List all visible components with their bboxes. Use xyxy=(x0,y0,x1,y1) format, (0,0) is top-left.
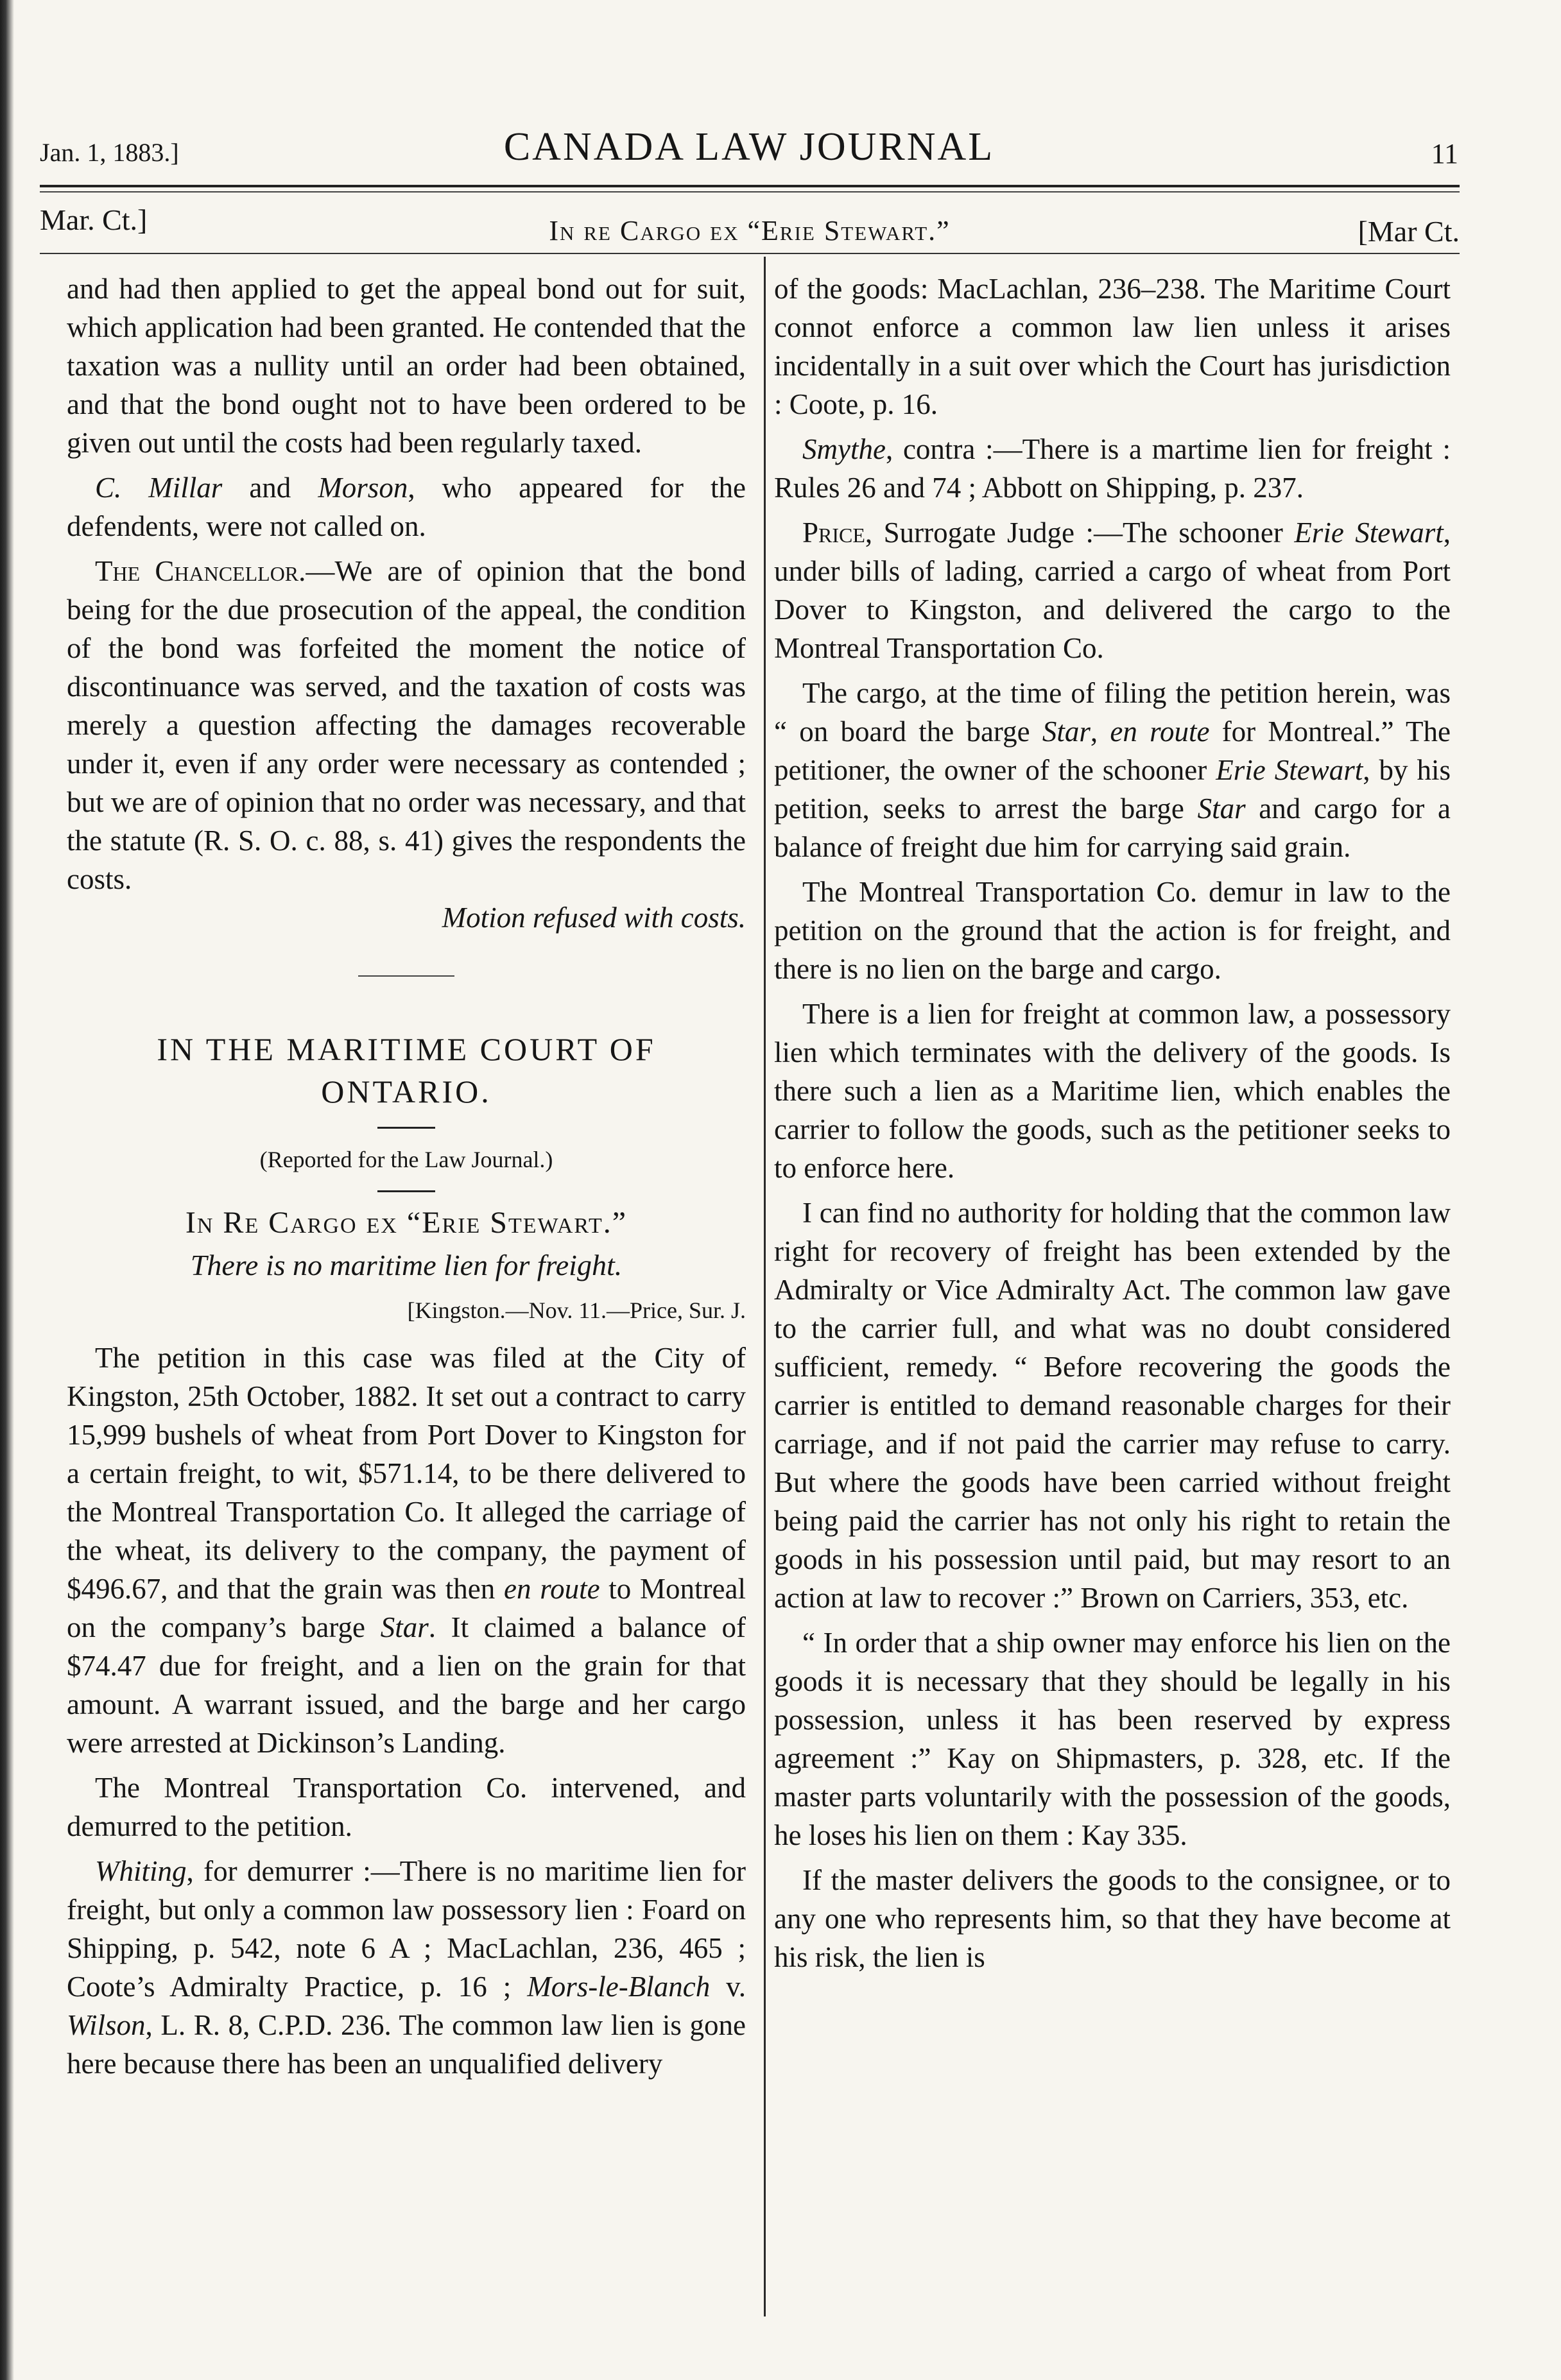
disposition: Motion refused with costs. xyxy=(442,902,746,934)
short-rule xyxy=(377,1190,435,1192)
right-column xyxy=(774,270,1451,1983)
paragraph: Smythe, contra :—There is a martime lien for freight : Rules 26 and 74 ; Abbott on Shipping, p. 237. xyxy=(774,433,1451,504)
paragraph: “ In order that a ship owner may enforce his lien on the goods it is necessary that they should be legally in his possession, unless it has been reserved by express agreement :” Kay on Shipmasters, p. 328, etc. If the master parts voluntarily with the possession of the goods, he loses his lien on them : Kay 335. xyxy=(774,1627,1451,1851)
judge-name: The Chancellor. xyxy=(95,555,306,587)
binding-edge xyxy=(0,0,14,2380)
counsel-name: C. Millar xyxy=(95,472,223,504)
counsel-name: Smythe xyxy=(802,433,886,465)
counsel-name: Morson xyxy=(318,472,408,504)
section-header-right: [Mar Ct. xyxy=(1358,215,1460,248)
court-heading: IN THE MARITIME COURT OF ONTARIO. xyxy=(157,1031,656,1109)
short-rule xyxy=(377,1127,435,1129)
section-header xyxy=(40,198,1460,249)
paragraph: C. Millar and Morson, who appeared for the defendents, were not called on. xyxy=(67,472,746,542)
paragraph: and had then applied to get the appeal bond out for suit, which application had been granted. He contended that the taxation was a nullity until an order had been obtained, and that the bond ought not to have been ordered to be given out until the costs had been regularly taxed. xyxy=(67,273,746,459)
counsel-name: Whiting xyxy=(95,1855,187,1887)
reported-note: (Reported for the Law Journal.) xyxy=(259,1147,553,1172)
paragraph: The Montreal Transportation Co. intervened, and demurred to the petition. xyxy=(67,1772,746,1842)
paragraph: Price, Surrogate Judge :—The schooner Erie Stewart, under bills of lading, carried a cargo of wheat from Port Dover to Kingston, and delivered the cargo to the Montreal Transportation Co. xyxy=(774,517,1451,664)
section-header-left: Mar. Ct.] xyxy=(40,203,148,236)
header-rule xyxy=(40,185,1460,187)
journal-title: CANADA LAW JOURNAL xyxy=(503,125,995,169)
section-header-center: In re Cargo ex “Erie Stewart.” xyxy=(549,215,951,246)
paragraph: There is a lien for freight at common law, a possessory lien which terminates with the delivery of the goods. Is there such a lien as a Maritime lien, which enables the carrier to follow the goods, such as the petitioner seeks to to enforce here. xyxy=(774,998,1451,1184)
section-rule xyxy=(40,253,1460,254)
running-head xyxy=(40,121,1458,178)
paragraph: Whiting, for demurrer :—There is no maritime lien for freight, but only a common law possessory lien : Foard on Shipping, p. 542, note 6 A ; MacLachlan, 236, 465 ; Coote’s Admiralty Practice, p. 16 ; Mors-le-Blanch v. Wilson, L. R. 8, C.P.D. 236. The common law lien is gone here because there has been an unqualified delivery xyxy=(67,1855,746,2080)
syllabus: There is no maritime lien for freight. xyxy=(190,1249,623,1281)
paragraph: of the goods: MacLachlan, 236–238. The Maritime Court connot enforce a common law lien unless it arises incidentally in a suit over which the Court has jurisdiction : Coote, p. 16. xyxy=(774,273,1451,420)
paragraph: If the master delivers the goods to the consignee, or to any one who represents him, so that they have become at his risk, the lien is xyxy=(774,1864,1451,1973)
left-column xyxy=(67,270,746,2089)
paragraph: The Montreal Transportation Co. demur in law to the petition on the ground that the action is for freight, and there is no lien on the barge and cargo. xyxy=(774,876,1451,985)
paragraph: I can find no authority for holding that the common law right for recovery of freight has been extended by the Admiralty or Vice Admiralty Act. The common law gave to the carrier full, and what was no doubt considered sufficient, remedy. “ Before recovering the goods the carrier is entitled to demand reasonable charges for their carriage, and if not paid the carrier may refuse to carry. But where the goods have been carried without freight being paid the carrier has not only his right to retain the goods in his possession until paid, but may resort to an action at law to recover :” Brown on Carriers, 353, etc. xyxy=(774,1197,1451,1614)
paragraph: The cargo, at the time of filing the petition herein, was “ on board the barge Star, en route for Montreal.” The petitioner, the owner of the schooner Erie Stewart, by his petition, seeks to arrest the barge Star and cargo for a balance of freight due him for carrying said grain. xyxy=(774,677,1451,863)
page-number: 11 xyxy=(1431,138,1458,169)
issue-date: Jan. 1, 1883.] xyxy=(40,138,179,167)
paragraph: The petition in this case was filed at the City of Kingston, 25th October, 1882. It set out a contract to carry 15,999 bushels of wheat from Port Dover to Kingston for a certain freight, to wit, $571.14, to be there delivered to the Montreal Transportation Co. It alleged the carriage of the wheat, its delivery to the company, the payment of $496.67, and that the grain was then en route to Montreal on the company’s barge Star. It claimed a balance of $74.47 due for freight, and a lien on the grain for that amount. A warrant issued, and the barge and her cargo were arrested at Dickinson’s Landing. xyxy=(67,1342,746,1759)
column-divider xyxy=(764,257,766,2316)
court-note: [Kingston.—Nov. 11.—Price, Sur. J. xyxy=(407,1297,746,1323)
case-title: In Re Cargo ex “Erie Stewart.” xyxy=(185,1206,628,1240)
paragraph: The Chancellor.—We are of opinion that the bond being for the due prosecution of the appeal, the condition of the bond was forfeited the moment the notice of discontinuance was served, and the taxation of costs was merely a question affecting the damages recoverable under it, even if any order were necessary as contended ; but we are of opinion that no order was necessary, and that the statute (R. S. O. c. 88, s. 41) gives the respondents the costs. Motion refused with costs. xyxy=(67,552,746,937)
header-rule-thin xyxy=(40,191,1460,193)
section-break-rule xyxy=(358,975,454,977)
judge-name: Price xyxy=(802,517,865,549)
